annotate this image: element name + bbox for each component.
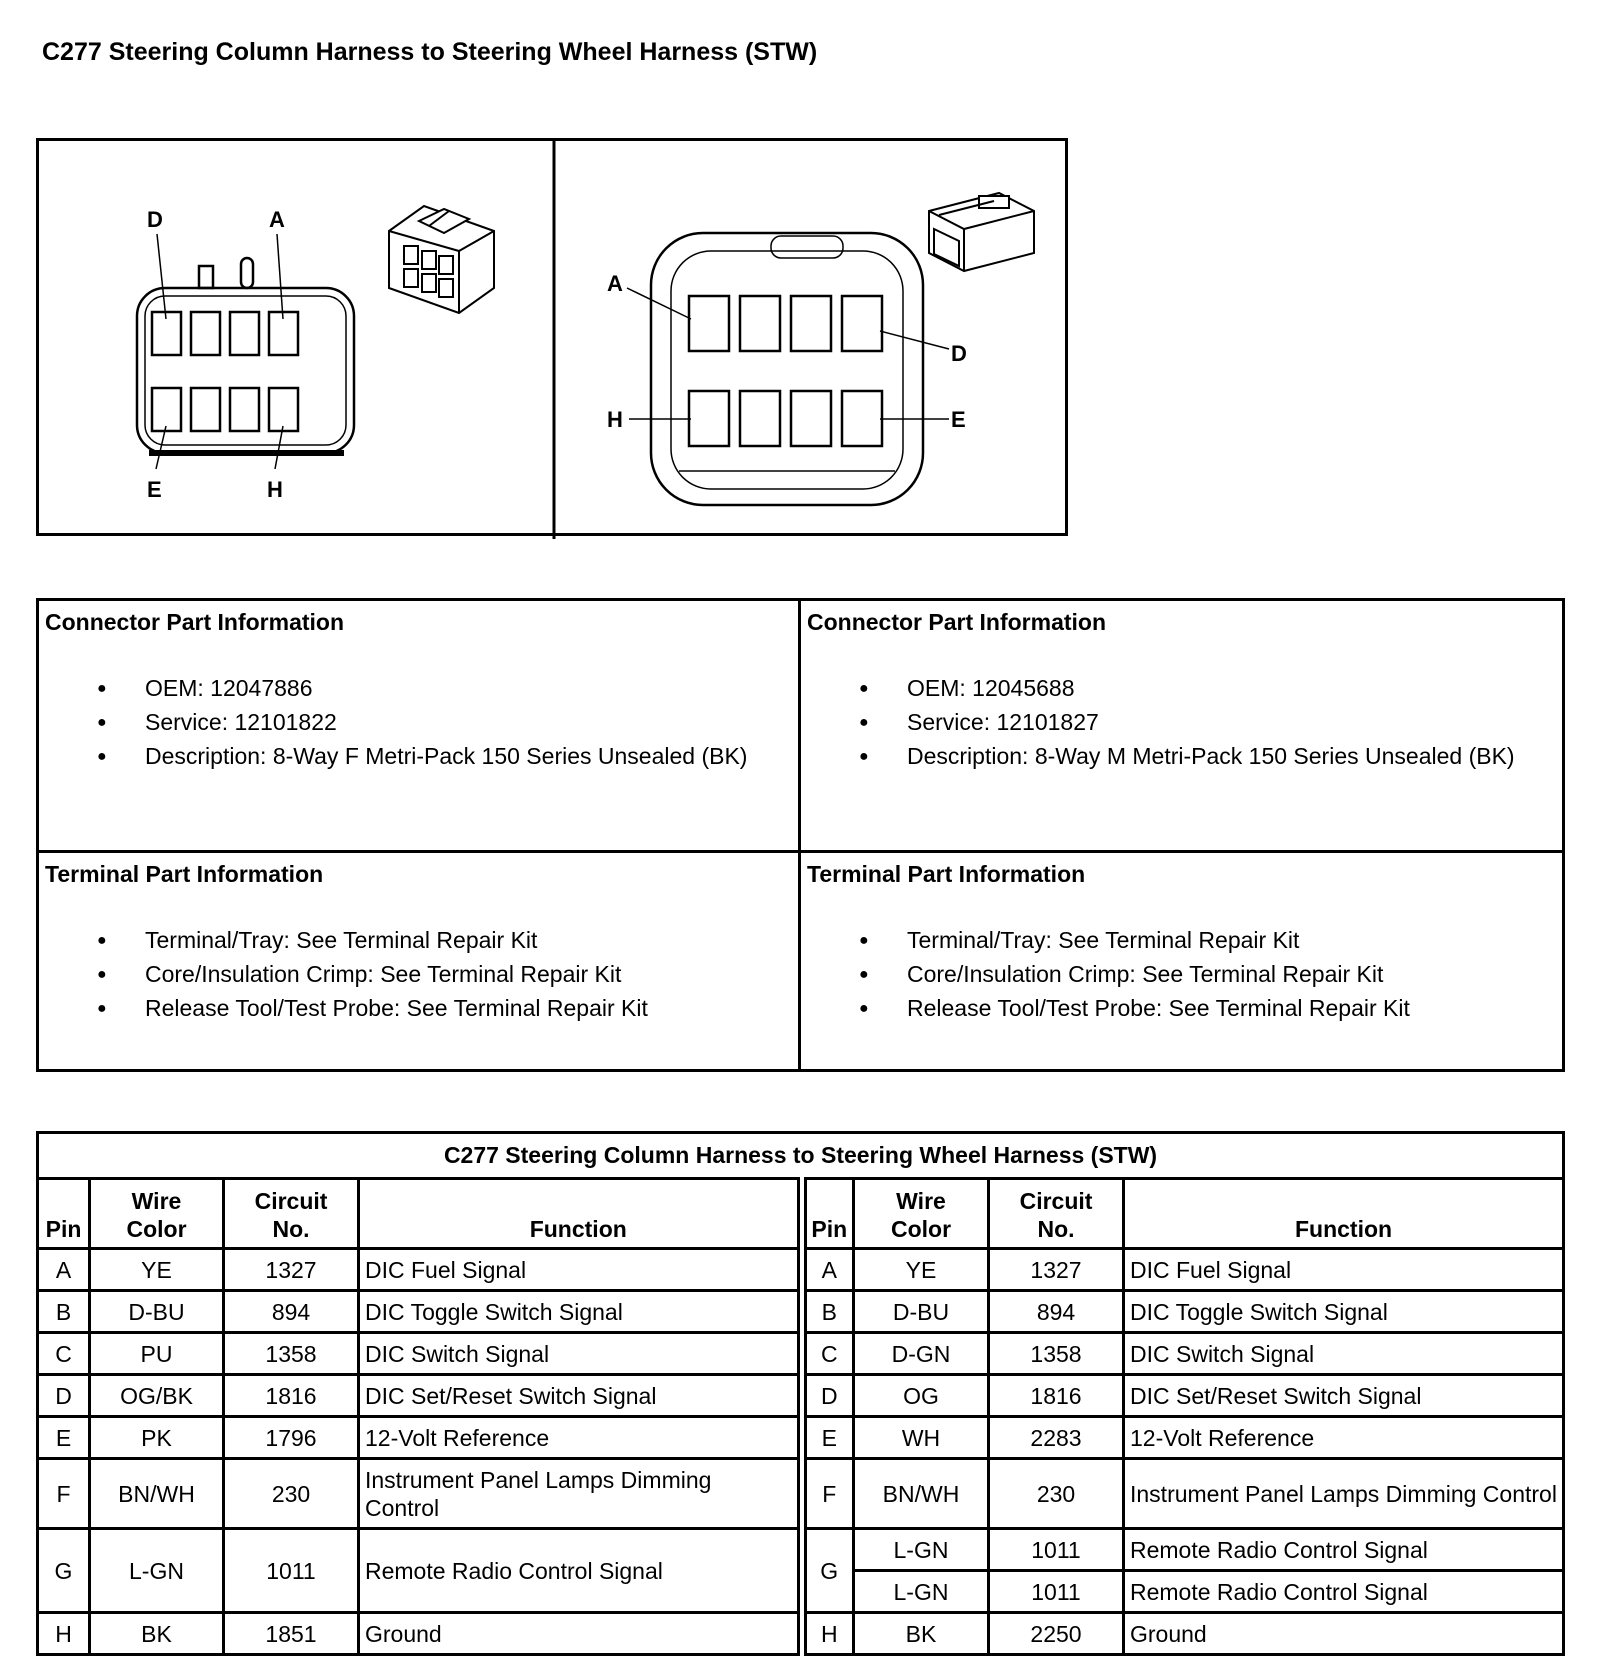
function-cell: 12-Volt Reference — [359, 1417, 802, 1459]
pin-cell: H — [38, 1613, 90, 1655]
right-label-d: D — [951, 341, 967, 366]
right-connector-info-cell — [800, 600, 1564, 852]
crimp-info: ● Core/Insulation Crimp: See Terminal Repair Kit — [45, 960, 792, 989]
part-information-table — [36, 598, 1565, 1072]
circuit-cell: 894 — [989, 1291, 1124, 1333]
table-row — [38, 1459, 1564, 1529]
pin-cell: H — [802, 1613, 854, 1655]
left-label-h: H — [267, 477, 283, 502]
function-cell: Instrument Panel Lamps Dimming Control — [1124, 1459, 1564, 1529]
circuit-cell: 1011 — [989, 1529, 1124, 1571]
function-cell: DIC Toggle Switch Signal — [1124, 1291, 1564, 1333]
wire-color-cell: L-GN — [90, 1529, 224, 1613]
wire-color-cell: D-GN — [854, 1333, 989, 1375]
pinout-table-title: C277 Steering Column Harness to Steering Wheel Harness (STW) — [38, 1133, 1564, 1179]
connector-description: ● Description: 8-Way F Metri-Pack 150 Series Unsealed (BK) — [45, 742, 792, 771]
function-cell: DIC Switch Signal — [359, 1333, 802, 1375]
pin-cell: D — [802, 1375, 854, 1417]
function-cell: DIC Switch Signal — [1124, 1333, 1564, 1375]
pin-cell: G — [802, 1529, 854, 1613]
connector-info-heading: Connector Part Information — [45, 609, 345, 635]
left-label-a: A — [269, 207, 285, 232]
pin-cell: D — [38, 1375, 90, 1417]
function-cell: Instrument Panel Lamps Dimming Control — [359, 1459, 802, 1529]
function-cell: DIC Set/Reset Switch Signal — [359, 1375, 802, 1417]
circuit-cell: 1796 — [224, 1417, 359, 1459]
left-label-e: E — [147, 477, 162, 502]
circuit-cell: 1816 — [989, 1375, 1124, 1417]
service-part-number: ● Service: 12101827 — [807, 708, 1556, 737]
table-row — [38, 1249, 1564, 1291]
function-cell: Ground — [1124, 1613, 1564, 1655]
wire-color-cell: BK — [854, 1613, 989, 1655]
table-row — [38, 1333, 1564, 1375]
table-row — [38, 1417, 1564, 1459]
connector-description: ● Description: 8-Way M Metri-Pack 150 Series Unsealed (BK) — [807, 742, 1556, 771]
right-label-a: A — [607, 271, 623, 296]
terminal-info-heading: Terminal Part Information — [45, 861, 324, 887]
pin-header: Pin — [802, 1179, 854, 1249]
circuit-number-header: Circuit No. — [989, 1179, 1124, 1249]
pin-cell: C — [802, 1333, 854, 1375]
function-cell: DIC Fuel Signal — [359, 1249, 802, 1291]
function-cell: Remote Radio Control Signal — [1124, 1571, 1564, 1613]
terminal-tray-info: ● Terminal/Tray: See Terminal Repair Kit — [45, 926, 792, 955]
wire-color-cell: BN/WH — [90, 1459, 224, 1529]
circuit-cell: 1327 — [989, 1249, 1124, 1291]
wire-color-cell: L-GN — [854, 1571, 989, 1613]
function-cell: 12-Volt Reference — [1124, 1417, 1564, 1459]
right-terminal-info-cell — [800, 852, 1564, 1071]
pinout-table — [36, 1131, 1565, 1656]
circuit-cell: 1358 — [224, 1333, 359, 1375]
pin-cell: B — [802, 1291, 854, 1333]
circuit-cell: 894 — [224, 1291, 359, 1333]
wire-color-header: Wire Color — [90, 1179, 224, 1249]
connector-diagram-panel — [36, 138, 1068, 536]
pin-cell: G — [38, 1529, 90, 1613]
function-cell: Remote Radio Control Signal — [1124, 1529, 1564, 1571]
left-terminal-info-cell — [38, 852, 800, 1071]
function-cell: Remote Radio Control Signal — [359, 1529, 802, 1613]
circuit-cell: 1358 — [989, 1333, 1124, 1375]
circuit-cell: 230 — [224, 1459, 359, 1529]
pin-cell: E — [802, 1417, 854, 1459]
function-header: Function — [1124, 1179, 1564, 1249]
table-row — [38, 1613, 1564, 1655]
pin-cell: C — [38, 1333, 90, 1375]
right-label-e: E — [951, 407, 966, 432]
connector-diagrams — [39, 141, 1071, 539]
circuit-cell: 2283 — [989, 1417, 1124, 1459]
wire-color-cell: PU — [90, 1333, 224, 1375]
wire-color-cell: YE — [90, 1249, 224, 1291]
wire-color-header: Wire Color — [854, 1179, 989, 1249]
female-connector-isometric-icon — [389, 206, 494, 313]
pin-cell: F — [38, 1459, 90, 1529]
terminal-tray-info: ● Terminal/Tray: See Terminal Repair Kit — [807, 926, 1556, 955]
circuit-cell: 1011 — [989, 1571, 1124, 1613]
pin-cell: E — [38, 1417, 90, 1459]
service-part-number: ● Service: 12101822 — [45, 708, 792, 737]
release-tool-info: ● Release Tool/Test Probe: See Terminal Repair Kit — [45, 994, 792, 1023]
circuit-cell: 2250 — [989, 1613, 1124, 1655]
circuit-cell: 230 — [989, 1459, 1124, 1529]
pin-header: Pin — [38, 1179, 90, 1249]
table-row — [38, 1291, 1564, 1333]
wire-color-cell: OG/BK — [90, 1375, 224, 1417]
wire-color-cell: BN/WH — [854, 1459, 989, 1529]
wire-color-cell: D-BU — [90, 1291, 224, 1333]
wire-color-cell: BK — [90, 1613, 224, 1655]
wire-color-cell: YE — [854, 1249, 989, 1291]
oem-part-number: ● OEM: 12047886 — [45, 674, 792, 703]
circuit-cell: 1327 — [224, 1249, 359, 1291]
wire-color-cell: WH — [854, 1417, 989, 1459]
pin-cell: B — [38, 1291, 90, 1333]
left-connector-info-cell — [38, 600, 800, 852]
male-connector-isometric-icon — [929, 193, 1034, 271]
wire-color-cell: OG — [854, 1375, 989, 1417]
function-cell: DIC Toggle Switch Signal — [359, 1291, 802, 1333]
terminal-info-heading: Terminal Part Information — [807, 861, 1086, 887]
left-label-d: D — [147, 207, 163, 232]
female-connector-face — [137, 234, 354, 469]
function-cell: DIC Set/Reset Switch Signal — [1124, 1375, 1564, 1417]
table-row — [38, 1529, 1564, 1571]
wire-color-cell: L-GN — [854, 1529, 989, 1571]
pin-cell: F — [802, 1459, 854, 1529]
pin-cell: A — [38, 1249, 90, 1291]
pin-cell: A — [802, 1249, 854, 1291]
release-tool-info: ● Release Tool/Test Probe: See Terminal Repair Kit — [807, 994, 1556, 1023]
wire-color-cell: PK — [90, 1417, 224, 1459]
crimp-info: ● Core/Insulation Crimp: See Terminal Repair Kit — [807, 960, 1556, 989]
connector-info-heading: Connector Part Information — [807, 609, 1107, 635]
function-cell: Ground — [359, 1613, 802, 1655]
male-connector-face — [627, 233, 949, 505]
wire-color-cell: D-BU — [854, 1291, 989, 1333]
circuit-cell: 1816 — [224, 1375, 359, 1417]
table-row — [38, 1375, 1564, 1417]
function-cell: DIC Fuel Signal — [1124, 1249, 1564, 1291]
circuit-cell: 1011 — [224, 1529, 359, 1613]
circuit-number-header: Circuit No. — [224, 1179, 359, 1249]
oem-part-number: ● OEM: 12045688 — [807, 674, 1556, 703]
page-title: C277 Steering Column Harness to Steering Wheel Harness (STW) — [42, 38, 818, 66]
function-header: Function — [359, 1179, 802, 1249]
circuit-cell: 1851 — [224, 1613, 359, 1655]
right-label-h: H — [607, 407, 623, 432]
